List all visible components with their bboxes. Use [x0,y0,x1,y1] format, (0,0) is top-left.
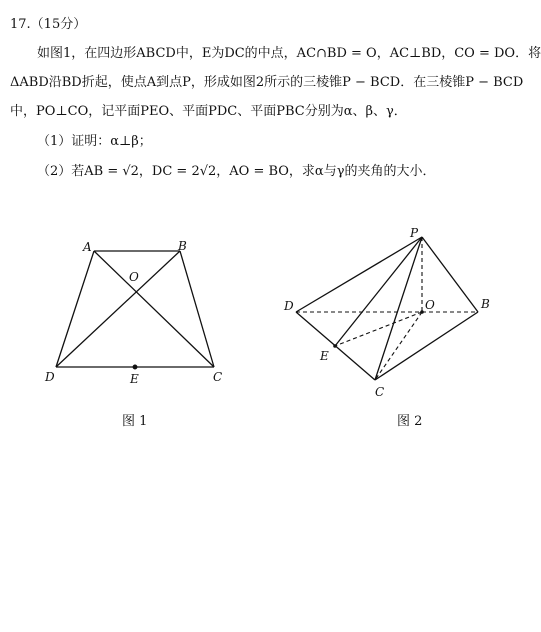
edge-CB [375,312,478,380]
question-1: （1）证明：α⊥β； [37,134,152,149]
edge-PD [296,237,422,312]
point-O [420,310,424,314]
segment-PE [335,237,422,346]
point-E [133,365,137,369]
point-E2 [333,344,337,348]
figure-1 [56,251,214,369]
edge-BC [180,251,214,367]
problem-paragraph-3: 中，PO⊥CO，记平面PEO、平面PDC、平面PBC分别为α、β、γ． [10,104,407,119]
fig1-label-C: C [213,370,223,384]
figure-2-caption: 图 2 [397,414,423,429]
fig1-label-B: B [178,239,187,253]
question-2: （2）若AB = √2，DC = 2√2，AO = BO，求α与γ的夹角的大小． [37,164,436,179]
fig2-label-E: E [320,349,329,363]
fig2-label-C: C [375,385,385,399]
fig2-label-D: D [284,299,294,313]
problem-paragraph-1: 如图1，在四边形ABCD中，E为DC的中点，AC∩BD = O，AC⊥BD，CO = DO．将 [37,46,541,61]
fig1-label-D: D [45,370,55,384]
fig2-label-B: B [481,297,490,311]
fig1-label-A: A [83,240,92,254]
figure-1-caption: 图 1 [122,414,148,429]
problem-header: 17.（15分） [10,17,87,32]
fig1-label-O: O [129,270,139,284]
fig2-label-O: O [425,298,435,312]
problem-paragraph-2: ΔABD沿BD折起，使点A到点P，形成如图2所示的三棱锥P − BCD．在三棱锥P − BCD [10,75,524,90]
fig1-label-E: E [130,372,139,386]
fig2-label-P: P [410,226,419,240]
hidden-segment-OC [375,312,422,380]
diagonal-AC [94,251,214,367]
edge-PC [375,237,422,380]
